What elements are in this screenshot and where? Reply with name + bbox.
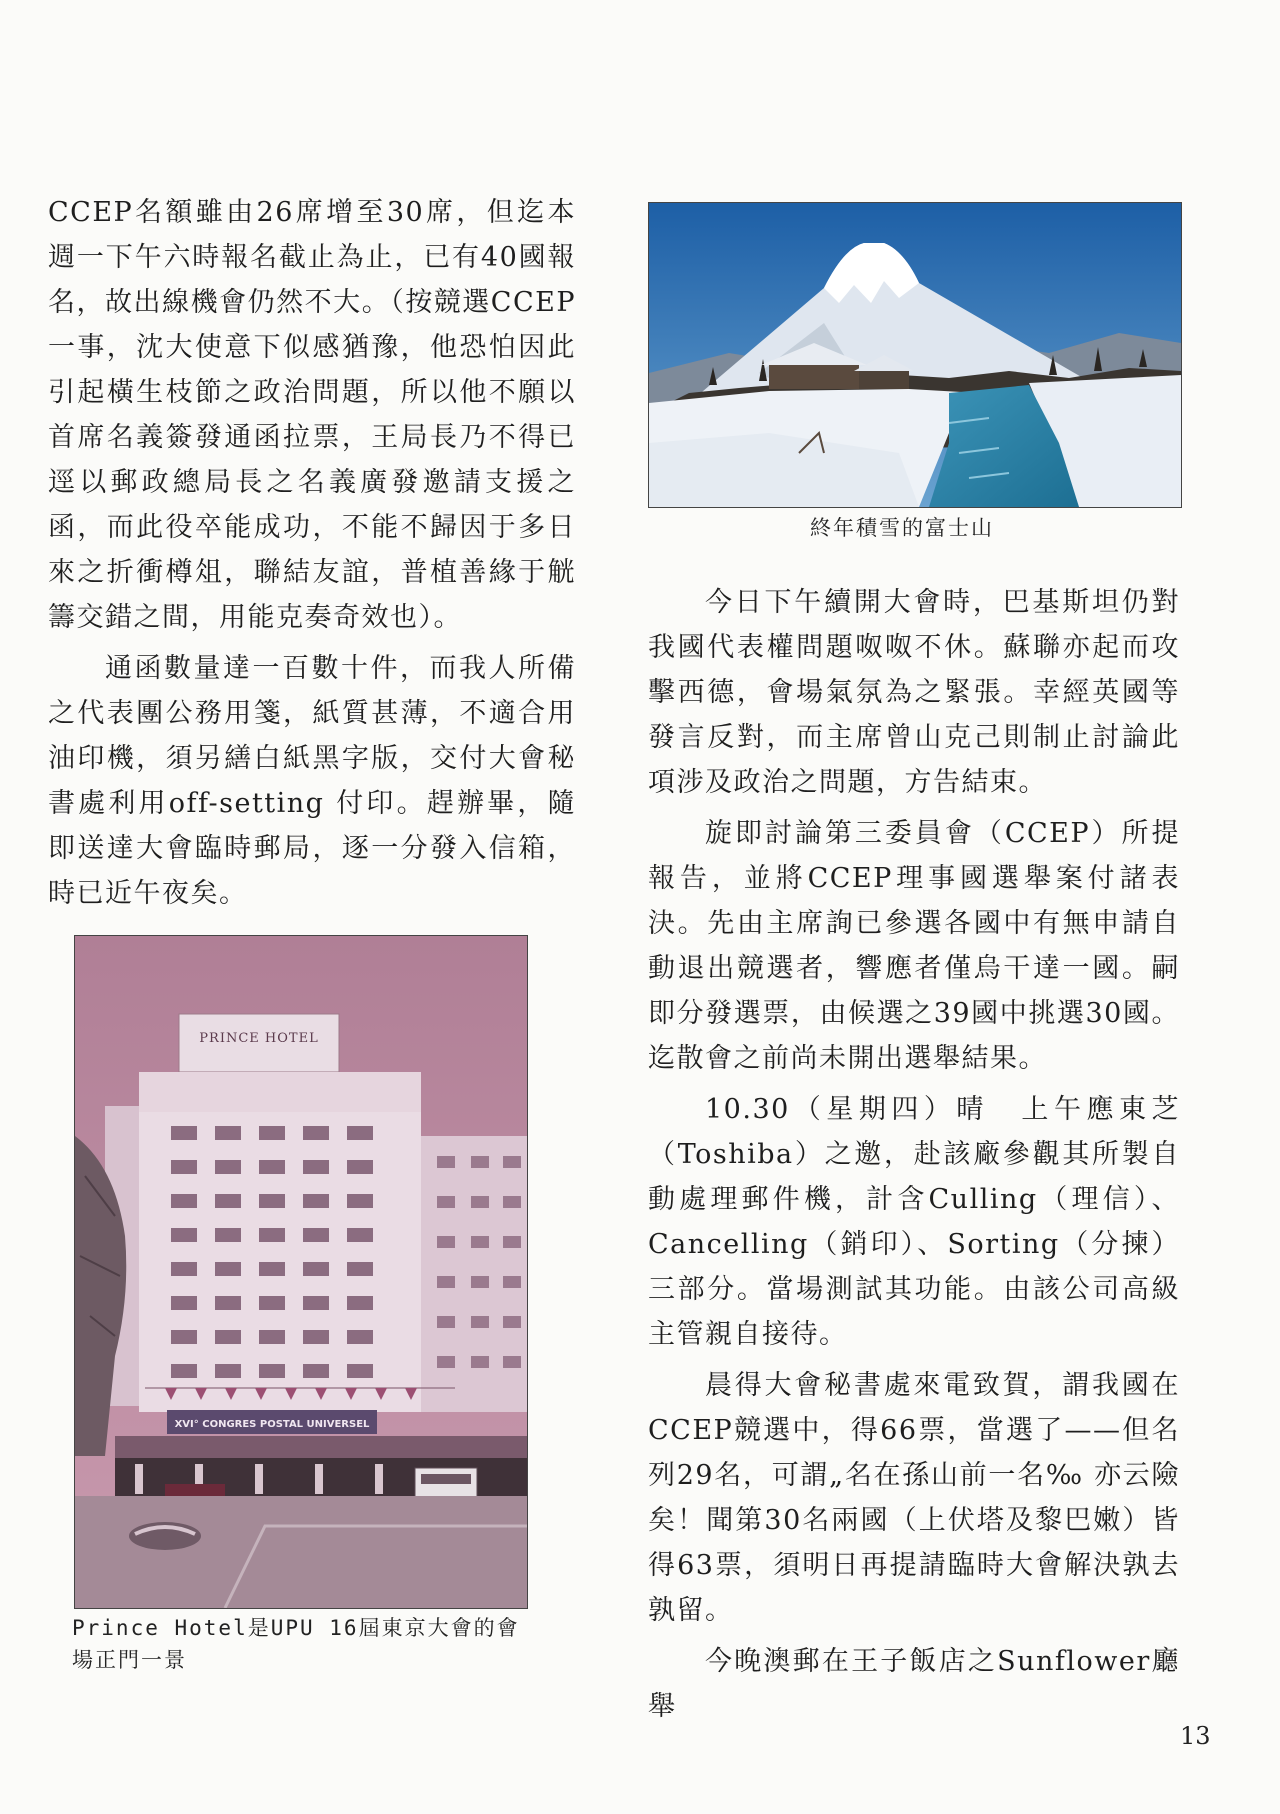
hotel-caption-line: Prince Hotel是UPU 16屆東京大會的會 bbox=[72, 1616, 520, 1640]
paragraph: 今日下午續開大會時，巴基斯坦仍對我國代表權問題呶呶不休。蘇聯亦起而攻擊西德，會場氣氛為之緊張。幸經英國等發言反對，而主席曾山克己則制止討論此項涉及政治之問題，方告結束。 bbox=[648, 587, 1180, 798]
mount-fuji-photo bbox=[648, 202, 1182, 508]
prince-hotel-illustration bbox=[75, 936, 527, 1608]
page-number: 13 bbox=[1180, 1722, 1211, 1750]
fuji-photo-caption: 終年積雪的富士山 bbox=[810, 516, 994, 540]
congress-banner-text: XVI° CONGRES POSTAL UNIVERSEL bbox=[174, 1419, 370, 1430]
mount-fuji-illustration bbox=[649, 203, 1181, 507]
paragraph: 10.30（星期四）晴 上午應東芝（Toshiba）之邀，赴該廠參觀其所製自動處理郵件機，計含Culling（理信）、Cancelling（銷印）、Sorting（分揀）三部分。當場測試其功能。由該公司高級主管親自接待。 bbox=[648, 1094, 1180, 1350]
hotel-caption-line: 場正門一景 bbox=[72, 1648, 187, 1672]
prince-hotel-photo bbox=[74, 935, 528, 1609]
paragraph: CCEP名額雖由26席增至30席，但迄本週一下午六時報名截止為止，已有40國報名，故出線機會仍然不大。（按競選CCEP一事，沈大使意下似感猶豫，他恐怕因此引起橫生枝節之政治問題，所以他不願以首席名義簽發通函拉票，王局長乃不得已逕以郵政總局長之名義廣發邀請支援之函，而此役卒能成功，不能不歸因于多日來之折衝樽俎，聯結友誼，普植善緣于觥籌交錯之間，用能克奏奇效也）。 bbox=[48, 197, 576, 633]
hotel-photo-caption bbox=[72, 1612, 542, 1676]
left-text-column bbox=[48, 190, 576, 922]
paragraph: 今晚澳郵在王子飯店之Sunflower廳舉 bbox=[648, 1646, 1180, 1722]
right-text-column bbox=[648, 580, 1180, 1735]
paragraph: 旋即討論第三委員會（CCEP）所提報告，並將CCEP理事國選舉案付諸表決。先由主席詢已參選各國中有無申請自動退出競選者，響應者僅烏干達一國。嗣即分發選票，由候選之39國中挑選30國。迄散會之前尚未開出選舉結果。 bbox=[648, 818, 1180, 1074]
paragraph: 晨得大會秘書處來電致賀，謂我國在CCEP競選中，得66票，當選了——但名列29名，可謂„名在孫山前一名‰ 亦云險矣！聞第30名兩國（上伏塔及黎巴嫩）皆得63票，須明日再提請臨時大會解決孰去孰留。 bbox=[648, 1370, 1180, 1626]
paragraph: 通函數量達一百數十件，而我人所備之代表團公務用箋，紙質甚薄，不適合用油印機，須另繕白紙黑字版，交付大會秘書處利用off-setting 付印。趕辦畢，隨即送達大會臨時郵局，逐一分發入信箱，時已近午夜矣。 bbox=[48, 653, 576, 909]
hotel-sign-text: PRINCE HOTEL bbox=[199, 1031, 319, 1046]
